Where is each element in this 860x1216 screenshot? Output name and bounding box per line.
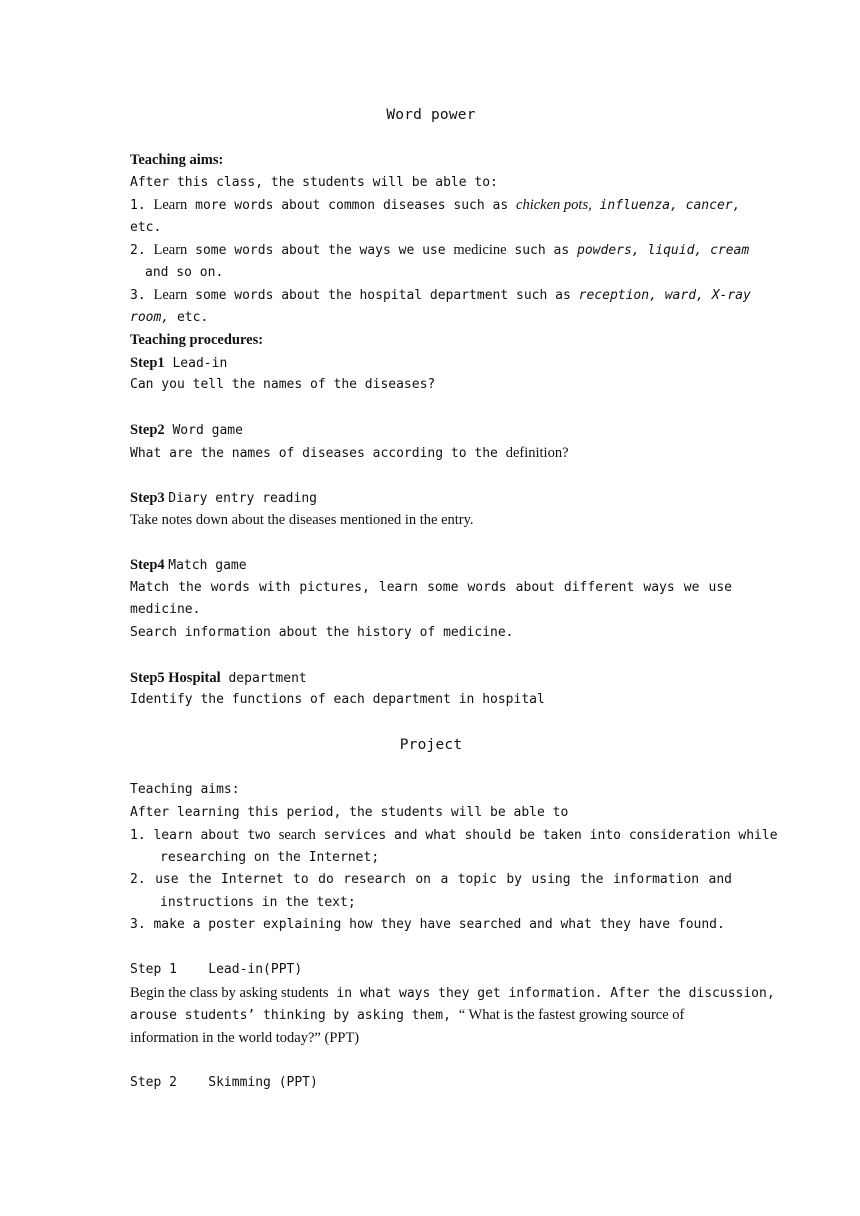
step4-body-1-cont: medicine.	[130, 602, 201, 617]
step4-body-2: Search information about the history of medicine.	[130, 624, 514, 640]
step2-body: What are the names of diseases according to the definition?	[130, 444, 569, 461]
project-step1-body-3: information in the world today?” (PPT)	[130, 1029, 360, 1046]
teaching-procedures-heading: Teaching procedures:	[130, 332, 264, 348]
project-step1-body-1: Begin the class by asking students in what ways they get information. After the discussion,	[130, 984, 775, 1001]
aim-1-cont: etc.	[130, 219, 162, 235]
project-aim-3: 3. make a poster explaining how they have searched and what they have found.	[130, 917, 725, 932]
project-step1-body-2: arouse students’ thinking by asking them, “ What is the fastest growing source of	[130, 1007, 685, 1023]
step4-heading: Step4 Match game	[130, 557, 247, 573]
project-step2-heading: Step 2 Skimming (PPT)	[130, 1074, 318, 1090]
project-aims-heading: Teaching aims:	[130, 782, 240, 797]
step3-body: Take notes down about the diseases mentioned in the entry.	[130, 512, 474, 528]
aim-2: 2. Learn some words about the ways we use medicine such as powders, liquid, cream	[130, 242, 750, 258]
document-page	[130, 104, 778, 1094]
step1-body: Can you tell the names of the diseases?	[130, 377, 436, 392]
project-title: Project	[399, 737, 463, 753]
project-aim-1: 1. learn about two search services and what should be taken into consideration while	[130, 827, 778, 843]
aim-3: 3. Learn some words about the hospital department such as reception, ward, X-ray	[130, 287, 751, 303]
aim-2-cont: and so on.	[145, 264, 224, 280]
step5-body: Identify the functions of each department in hospital	[130, 692, 545, 707]
step2-heading: Step2 Word game	[130, 422, 243, 438]
aim-1: 1. Learn more words about common diseases such as chicken pots, influenza, cancer,	[130, 197, 741, 213]
project-aim-1-cont: researching on the Internet;	[160, 849, 380, 865]
word-power-title: Word power	[386, 107, 476, 123]
aim-3-cont: room, etc.	[130, 309, 209, 325]
project-aim-2-cont: instructions in the text;	[160, 894, 356, 910]
step3-heading: Step3 Diary entry reading	[130, 489, 317, 506]
project-step1-heading: Step 1 Lead-in(PPT)	[130, 962, 303, 977]
project-aim-2: 2. use the Internet to do research on a topic by using the information and	[130, 872, 732, 887]
aims-intro: After this class, the students will be able to:	[130, 174, 498, 190]
step1-heading: Step1 Lead-in	[130, 354, 228, 371]
step4-body-1: Match the words with pictures, learn some words about different ways we use	[130, 579, 732, 595]
teaching-aims-heading: Teaching aims:	[130, 152, 224, 168]
step5-heading: Step5 Hospital department	[130, 669, 307, 686]
project-aims-intro: After learning this period, the students will be able to	[130, 804, 569, 820]
